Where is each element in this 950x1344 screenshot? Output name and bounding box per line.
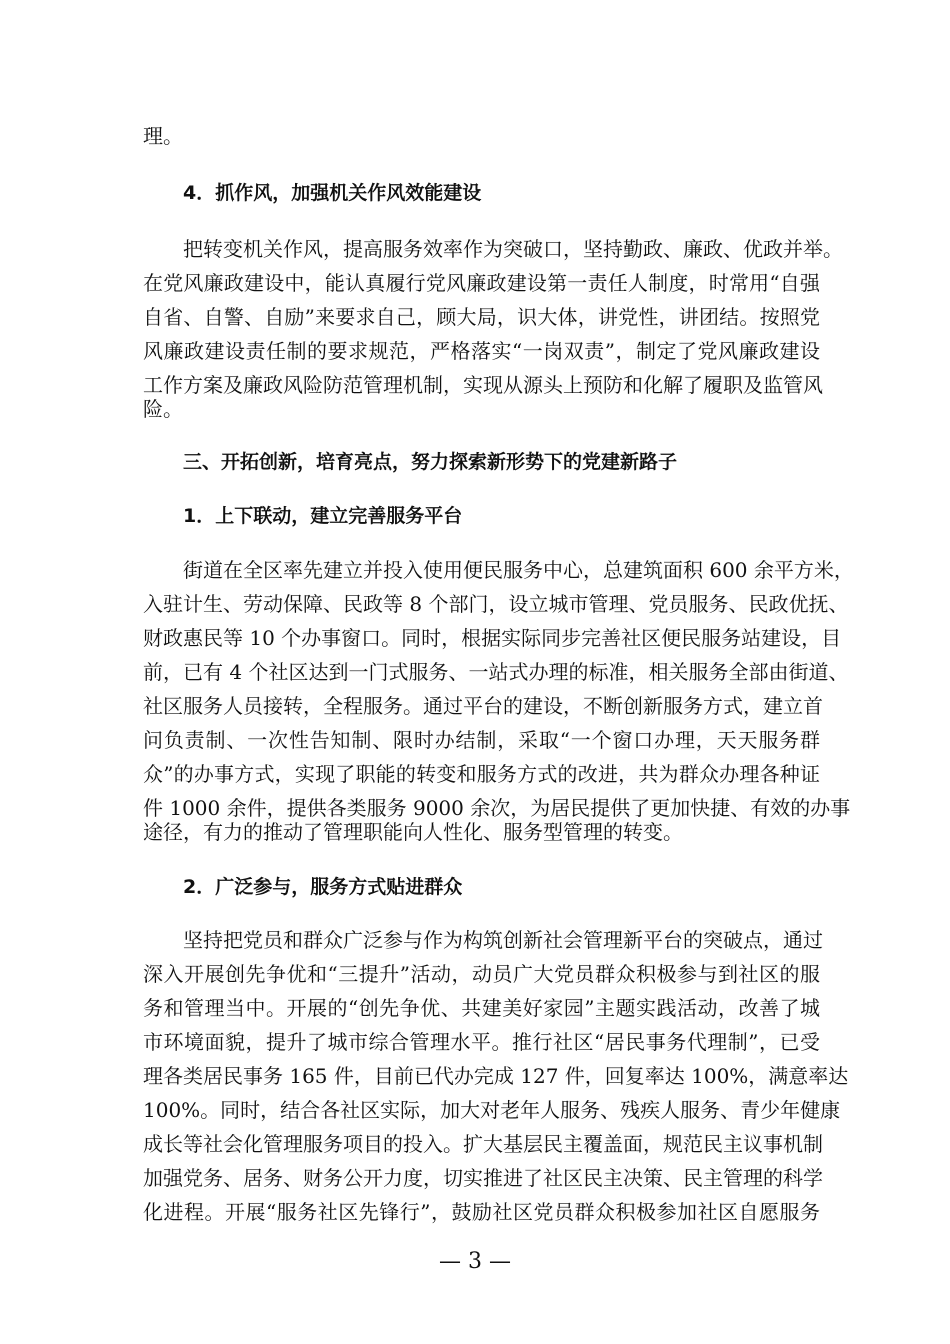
text-line: 入驻计生、劳动保障、民政等 8 个部门，设立城市管理、党员服务、民政优抚、 — [143, 592, 849, 616]
text-line: 众”的办事方式，实现了职能的转变和服务方式的改进，共为群众办理各种证 — [143, 762, 820, 786]
text-line: 财政惠民等 10 个办事窗口。同时，根据实际同步完善社区便民服务站建设，目 — [143, 626, 842, 650]
text-line: 成长等社会化管理服务项目的投入。扩大基层民主覆盖面，规范民主议事机制 — [143, 1132, 823, 1156]
text-line: 险。 — [143, 397, 183, 421]
heading-text: 2．广泛参与，服务方式贴进群众 — [183, 876, 463, 898]
paragraph-continuation — [0, 116, 950, 156]
section-heading-3 — [0, 442, 950, 482]
text-line: 化进程。开展“服务社区先锋行”，鼓励社区党员群众积极参加社区自愿服务 — [143, 1200, 820, 1224]
text-line: 理。 — [143, 124, 183, 148]
text-line: 坚持把党员和群众广泛参与作为构筑创新社会管理新平台的突破点，通过 — [183, 928, 823, 952]
text-line: 自省、自警、自励”来要求自己，顾大局，识大体，讲党性，讲团结。按照党 — [143, 305, 820, 329]
text-line: 社区服务人员接转，全程服务。通过平台的建设，不断创新服务方式，建立首 — [143, 694, 823, 718]
text-line: 在党风廉政建设中，能认真履行党风廉政建设第一责任人制度，时常用“自强 — [143, 271, 820, 295]
text-line: 100%。同时，结合各社区实际，加大对老年人服务、残疾人服务、青少年健康 — [143, 1098, 841, 1122]
text-line: 市环境面貌，提升了城市综合管理水平。推行社区“居民事务代理制”，已受 — [143, 1030, 820, 1054]
subsection-heading-1 — [0, 496, 950, 536]
text-line: 问负责制、一次性告知制、限时办结制，采取“一个窗口办理，天天服务群 — [143, 728, 820, 752]
text-line: 街道在全区率先建立并投入使用便民服务中心，总建筑面积 600 余平方米， — [183, 558, 854, 582]
text-line: 风廉政建设责任制的要求规范，严格落实“一岗双责”，制定了党风廉政建设 — [143, 339, 820, 363]
text-line: 前，已有 4 个社区达到一门式服务、一站式办理的标准，相关服务全部由街道、 — [143, 660, 849, 684]
heading-text: 三、开拓创新，培育亮点，努力探索新形势下的党建新路子 — [183, 451, 678, 473]
heading-text: 1．上下联动，建立完善服务平台 — [183, 505, 463, 527]
text-line: 深入开展创先争优和“三提升”活动，动员广大党员群众积极参与到社区的服 — [143, 962, 820, 986]
text-line: 把转变机关作风，提高服务效率作为突破口，坚持勤政、廉政、优政并举。 — [183, 237, 843, 261]
text-line: 工作方案及廉政风险防范管理机制，实现从源头上预防和化解了履职及监管风 — [143, 373, 823, 397]
text-line: 件 1000 余件，提供各类服务 9000 余次，为居民提供了更加快捷、有效的办事 — [143, 796, 851, 820]
text-line: 理各类居民事务 165 件，目前已代办完成 127 件，回复率达 100%，满意率达 — [143, 1064, 849, 1088]
subsection-heading-2 — [0, 867, 950, 907]
section-heading-4 — [0, 173, 950, 213]
text-line: 加强党务、居务、财务公开力度，切实推进了社区民主决策、民主管理的科学 — [143, 1166, 823, 1190]
text-line: 途径，有力的推动了管理职能向人性化、服务型管理的转变。 — [143, 820, 683, 844]
page-number: — 3 — — [439, 1249, 511, 1274]
heading-text: 4．抓作风，加强机关作风效能建设 — [183, 182, 482, 204]
text-line: 务和管理当中。开展的“创先争优、共建美好家园”主题实践活动，改善了城 — [143, 996, 820, 1020]
